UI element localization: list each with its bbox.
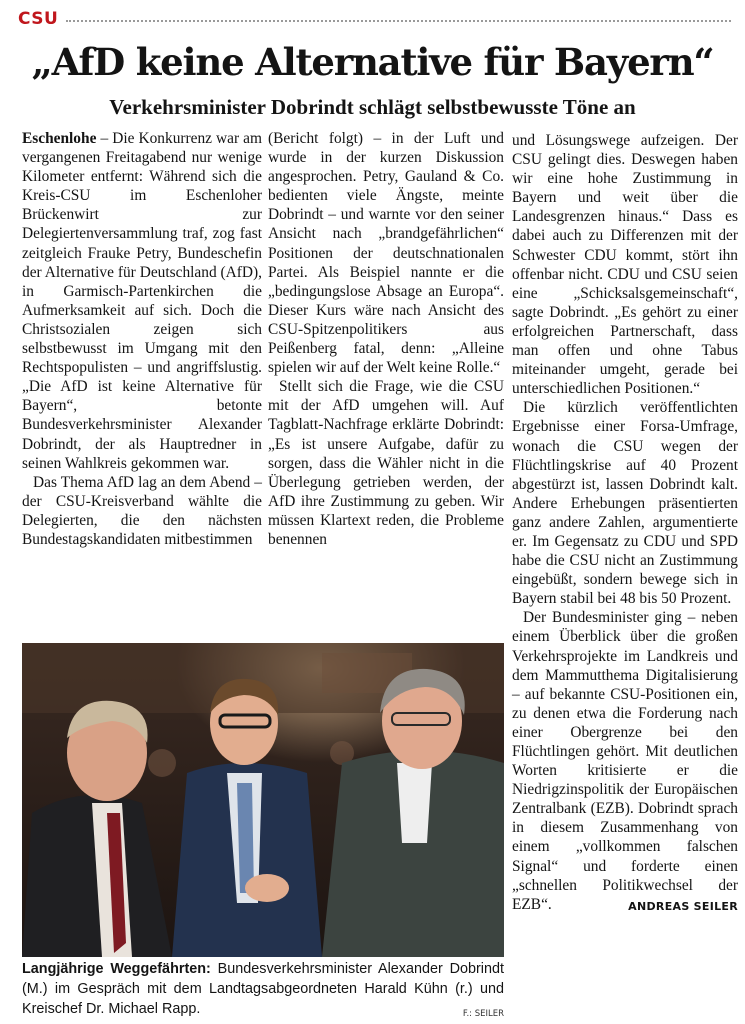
article-paragraph — [512, 608, 738, 914]
article-paragraph: Stellt sich die Frage, wie die CSU mit der AfD umgehen will. Auf Tagblatt-Nachfrage erklärte Dobrindt: „Es ist unsere Aufgabe, dafür zu sorgen, dass die Wähler nicht in die Überlegung getrieben werden, der AfD ihre Zustimmung zu geben. Wir müssen Klartext reden, die Probleme benennen — [268, 378, 504, 548]
section-tag: CSU — [18, 9, 59, 29]
subheadline: Verkehrsminister Dobrindt schlägt selbstbewusste Töne an — [109, 95, 636, 119]
article-paragraph: und Lösungswege aufzeigen. Der CSU gelingt dies. Deswegen haben wir eine hohe Zustimmung in Bayern und weit über die Landesgrenzen hinaus.“ Dass es dabei auch zu Differenzen mit der Schwester CDU kommt, stört ihn offenbar nicht. CDU und CSU seien eine „Schicksalsgemeinschaft“, sagte Dobrindt. „Es gehört zu einer erfolgreichen Partnerschaft, dass man offen und ohne Tabus miteinander umgeht, gerade bei unterschiedlichen Positionen.“ — [512, 132, 738, 398]
paragraph-text: Der Bundesminister ging – neben einem Überblick über die großen Verkehrsprojekte im Landkreis und dem Mammutthema Digitalisierung – auf bekannte CSU-Positionen ein, zu denen etwa die Forderung nach einer Obergrenze bei den Flüchtlingen gehört. Mit deutlichen Worten kritisierte er die Niedrigzinspolitik der Europäischen Zentralbank (EZB). Dobrindt sprach in diesem Zusammenhang von einem „vollkommen falschen Signal“ und forderte einen „schnellen Politikwechsel der EZB“. — [512, 609, 738, 913]
photo-illustration — [22, 643, 504, 957]
section-divider — [66, 20, 731, 22]
author-byline: ANDREAS SEILER — [628, 899, 738, 913]
photo-caption — [22, 959, 504, 1019]
photo-credit: F.: SEILER — [462, 1009, 504, 1019]
headline: „AfD keine Alternative für Bayern“ — [31, 40, 714, 84]
article-paragraph: Die kürzlich veröffentlichten Ergebnisse einer Forsa-Umfrage, wonach die CSU wegen der Flüchtlingskrise auf 40 Prozent abgestürzt ist, lassen Dobrindt kalt. Andere Erhebungen präsentierten ganz andere Zahlen, argumentierte er. Im Gegensatz zu CDU und SPD habe die CSU nicht an Zustimmung eingebüßt, sondern bewege sich in Bayern stabil bei 48 bis 50 Prozent. — [512, 399, 738, 608]
paragraph-text: – Die Konkurrenz war am vergangenen Freitagabend nur wenige Kilometer entfernt: Während sich die Kreis-CSU im Eschenloher Brückenwirt zur Delegiertenversammlung traf, zog fast zeitgleich Frauke Petry, Bundeschefin der Alternative für Deutschland (AfD), in Garmisch-Partenkirchen die Aufmerksamkeit auf sich. Doch die Christsozialen zeigen sich selbstbewusst im Umgang mit den Rechtspopulisten – und angriffslustig. „Die AfD ist keine Alternative für Bayern“, betonte Bundesverkehrsminister Alexander Dobrindt, der als Hauptredner in seinen Wahlkreis gekommen war. — [22, 130, 262, 472]
section-header — [18, 8, 731, 30]
caption-lead: Langjährige Weggefährten: — [22, 961, 211, 977]
article-column-1 — [22, 129, 262, 549]
article-column-3 — [512, 131, 738, 914]
article-paragraph: Das Thema AfD lag an dem Abend – der CSU-Kreisverband wählte die Delegierten, die den nächsten Bundestagskandidaten mitbestimmen — [22, 473, 262, 548]
article-paragraph: (Bericht folgt) – in der Luft und wurde in der kurzen Diskussion angesprochen. Petry, Gauland & Co. bedienten viele Ängste, meinte Dobrindt – und warnte vor den seiner Ansicht nach „brandgefährlichen“ Positionen der deutschnationalen Partei. Als Beispiel nannte er die „bedingungslose Absage an Europa“. Dieser Kurs wäre nach Ansicht des CSU-Spitzenpolitikers aus Peißenberg fatal, denn: „Alleine spielen wir auf der Welt keine Rolle.“ — [268, 130, 504, 377]
dateline: Eschenlohe — [22, 130, 97, 147]
article-photo — [22, 643, 504, 957]
article-paragraph — [22, 129, 262, 473]
caption-text: Bundesverkehrsminister Alexander Dobrindt (M.) im Gespräch mit dem Landtagsabgeordneten Harald Kühn (r.) und Kreischef Dr. Michael Rapp. — [22, 961, 505, 1017]
article-column-2 — [268, 129, 504, 549]
